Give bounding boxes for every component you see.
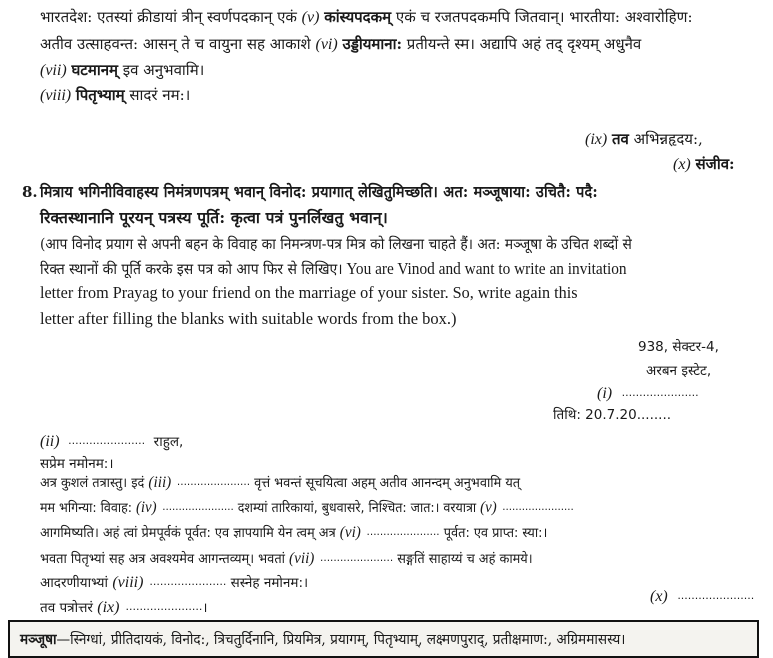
blank-field[interactable]: ...................... — [149, 575, 227, 588]
text: पूर्वत: एव प्राप्त: स्या:। — [439, 525, 548, 541]
word-box-label: मञ्जूषा — [20, 631, 57, 648]
english-text: You are Vinod and want to write an invitation — [342, 259, 627, 278]
text: letter from Prayag to your friend on the marriage of your sister. So, write again this — [40, 283, 578, 302]
text: अत्र कुशलं तत्रास्तु। इदं — [40, 475, 149, 491]
letter-body-line — [40, 547, 559, 570]
answer-line-4 — [40, 84, 190, 107]
date-value: 20.7.20........ — [585, 407, 672, 423]
letter-body-line — [40, 571, 308, 594]
english-line-2 — [40, 308, 457, 330]
address-blank-line — [597, 382, 699, 405]
text: प्रतीयन्ते स्म। अद्यापि अहं तद् दृश्यम् अधुनैव — [402, 35, 642, 53]
blank-marker: (iii) — [148, 474, 172, 491]
blank-marker: (iv) — [135, 499, 157, 516]
recipient-name: राहुल, — [153, 434, 184, 450]
address-line-1: 938, सेक्टर-4, — [638, 339, 719, 355]
blank-field[interactable]: ...................... — [366, 525, 440, 538]
blank-field[interactable]: ...................... — [677, 589, 755, 602]
blank-marker: (ix) — [97, 599, 120, 616]
text: रिक्त स्थानों की पूर्ति करके इस पत्र को आप फिर से लिखिए। — [40, 260, 343, 278]
text: तव पत्रोत्तरं — [40, 600, 98, 616]
signoff-line — [650, 585, 754, 608]
blank-marker: (vii) — [289, 550, 315, 567]
address-line-2: अरबन इस्टेट, — [646, 363, 712, 379]
answer-line-2 — [40, 33, 641, 56]
blank-field[interactable]: ...................... — [125, 600, 203, 613]
word-box — [8, 620, 759, 658]
filled-answer: संजीव: — [695, 155, 735, 173]
blank-field[interactable]: ...................... — [68, 434, 146, 447]
text: वृत्तं भवन्तं सूचयित्वा अहम् अतीव आनन्दम् अनुभवामि यत् — [250, 475, 521, 491]
text: दशम्यां तारिकायां, बुधवासरे, निश्चित: जात:। वरयात्रा — [233, 500, 481, 516]
filled-answer: कांस्यपदकम् — [324, 8, 392, 26]
text: सङ्गतिं साहाय्यं च अहं कामये। — [393, 551, 533, 567]
text: रिक्तस्थानानि पूरयन् पत्रस्य पूर्ति: कृत्वा पत्रं पुनर्लिखतु भवान्। — [40, 208, 388, 227]
answer-closing — [585, 128, 703, 151]
blank-marker: (vii) — [40, 62, 67, 79]
question-number: 8. — [22, 183, 38, 201]
text: अतीव उत्साहवन्त: आसन् ते च वायुना सह आकाशे — [40, 35, 316, 53]
letter-body-line — [40, 596, 208, 619]
text: भारतदेश: एतस्यां क्रीडायां त्रीन् स्वर्णपदकान् एकं — [40, 8, 302, 26]
letter-body-line — [40, 471, 545, 494]
translation-line-1 — [40, 233, 683, 255]
blank-marker: (x) — [650, 588, 668, 605]
filled-answer: पितृभ्याम् — [75, 86, 125, 104]
greeting-line: सप्रेम नमोनम:। — [40, 456, 114, 472]
blank-field[interactable]: ...................... — [320, 551, 394, 564]
text: सस्नेह नमोनम:। — [226, 575, 309, 591]
salutation-line — [40, 430, 183, 453]
text: अभिन्नहृदय:, — [628, 130, 703, 148]
answer-line-3 — [40, 59, 204, 82]
blank-field[interactable]: ...................... — [621, 386, 699, 399]
text: । — [202, 600, 208, 616]
blank-marker: (v) — [480, 499, 497, 516]
text: आदरणीयाभ्यां — [40, 575, 113, 591]
text: मित्राय भगिनीविवाहस्य निमंत्रणपत्रम् भवान् विनोद: प्रयागात् लेखितुमिच्छति। अत: मञ्जूषाया: उचितै: पदै: — [40, 182, 598, 201]
letter-body-line — [40, 496, 614, 519]
blank-field[interactable]: ...................... — [502, 500, 574, 513]
word-box-words: स्निग्धां, प्रीतिदायकं, विनोद:, त्रिचतुर्दिनानि, प्रियमित्र, प्रयागम्, पितृभ्याम्, लक्ष्मणपुराद्, प्रतीक्षमाण:, अग्रिममासस्य। — [70, 632, 626, 648]
blank-marker: (vi) — [315, 36, 338, 53]
word-box-dash: — — [56, 632, 71, 648]
blank-field[interactable]: ...................... — [176, 475, 251, 488]
blank-marker: (viii) — [40, 87, 72, 104]
text: आगमिष्यति। अहं त्वां प्रेमपूर्वकं पूर्वत: एव ज्ञापयामि येन त्वम् अत्र — [40, 525, 340, 541]
translation-line-2 — [40, 258, 671, 280]
blank-marker: (ix) — [585, 131, 608, 148]
blank-marker: (ii) — [40, 433, 60, 450]
answer-line-1 — [40, 6, 693, 29]
text: इव अनुभवामि। — [118, 61, 205, 79]
letter-body-line — [40, 521, 574, 544]
question-instruction-line-2 — [40, 207, 388, 229]
blank-marker: (viii) — [112, 574, 144, 591]
blank-marker: (vi) — [339, 524, 361, 541]
english-line-1 — [40, 282, 588, 304]
date-label: तिथि: — [553, 407, 581, 423]
text: एकं च रजतपदकमपि जितवान्। भारतीया: अश्वारोहिण: — [391, 8, 693, 26]
blank-field[interactable]: ...................... — [162, 500, 234, 513]
text: भवता पितृभ्यां सह अत्र अवश्यमेव आगन्तव्यम्। भवतां — [40, 551, 290, 567]
blank-marker: (x) — [673, 156, 691, 173]
text: (आप विनोद प्रयाग से अपनी बहन के विवाह का निमन्त्रण-पत्र मित्र को लिखना चाहते हैं। अत: मञ्जूषा के उचित शब्दों से — [40, 235, 632, 253]
date-line — [553, 404, 671, 426]
question-instruction-line-1 — [40, 181, 640, 203]
filled-answer: उड्डीयमाना: — [342, 35, 403, 53]
filled-answer: घटमानम् — [71, 61, 119, 79]
text: मम भगिन्या: विवाह: — [40, 500, 136, 516]
filled-answer: तव — [611, 130, 629, 148]
blank-marker: (v) — [301, 9, 320, 26]
answer-signature — [673, 153, 735, 176]
text: letter after filling the blanks with suitable words from the box.) — [40, 309, 457, 328]
blank-marker: (i) — [597, 385, 613, 402]
text: सादरं नम:। — [124, 86, 191, 104]
